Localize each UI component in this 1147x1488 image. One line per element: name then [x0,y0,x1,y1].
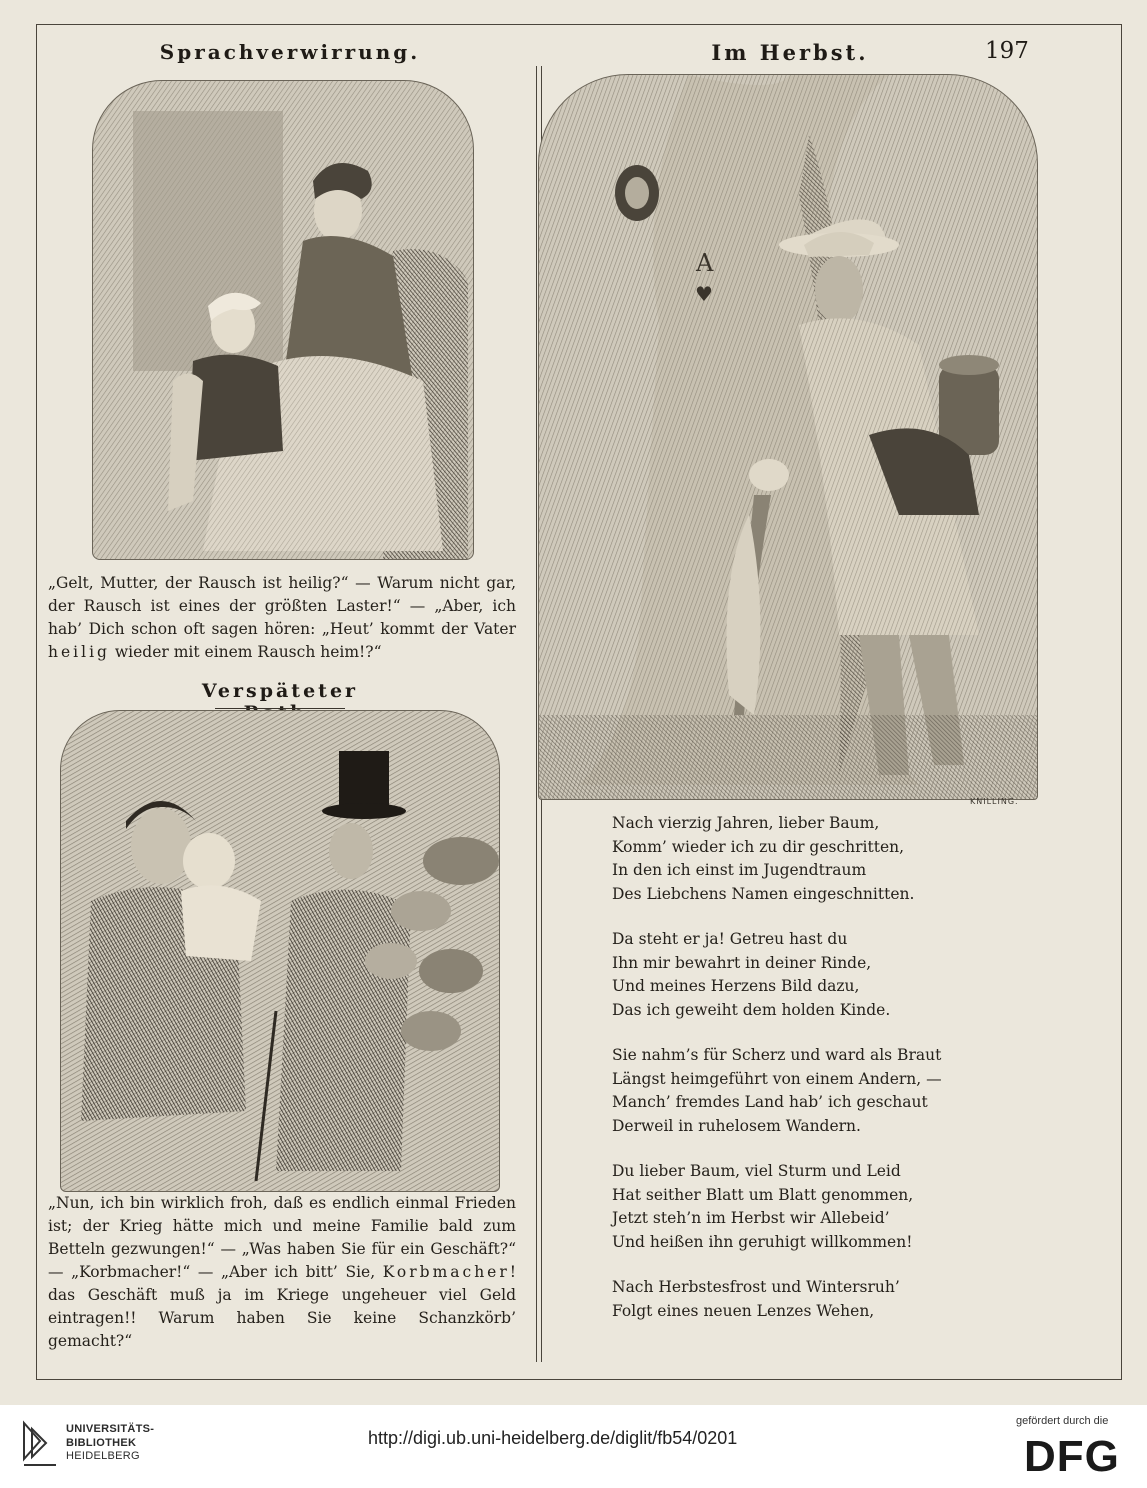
poem-im-herbst [612,812,972,1345]
poem-line: Nach Herbstesfrost und Wintersruh’ [612,1278,900,1296]
carved-letter: A [696,249,714,277]
emphasized-word: Korbmacher [382,1263,510,1281]
caption-basket-maker: „Nun, ich bin wirklich froh, daß es endlich einmal Frieden ist; der Krieg hätte mich und meine Familie bald zum Betteln gezwungen!“ — „Was haben Sie für ein Geschäft?“ — „Korbmacher!“ — „Aber ich bitt’ Sie, Korbmacher! das Geschäft muß ja im Kriege ungeheuer viel Geld eintragen!! Warum haben Sie keine Schanzkörb’ gemacht?“ [48,1194,516,1350]
old-man-tree-engraving [538,74,1038,800]
poem-line: Das ich geweiht dem holden Kinde. [612,1000,891,1019]
mother-daughter-engraving [92,80,474,560]
basket-maker-engraving [60,710,500,1192]
poem-line: Du lieber Baum, viel Sturm und Leid [612,1162,901,1180]
library-name: UNIVERSITÄTS- BIBLIOTHEK HEIDELBERG [66,1423,155,1462]
poem-line: Des Liebchens Namen eingeschnitten. [612,884,915,903]
poem-stanza [612,812,972,906]
poem-stanza [612,928,972,1022]
poem-line: Längst heimgeführt von einem Andern, — [612,1069,942,1088]
poem-line: Und heißen ihn geruhigt willkommen! [612,1232,913,1251]
poem-line: Ihn mir bewahrt in deiner Rinde, [612,953,872,972]
poem-line: Sie nahm’s für Scherz und ward als Braut [612,1046,942,1064]
left-column-title: Sprachverwirrung. [159,40,421,64]
poem-line: Und meines Herzens Bild dazu, [612,977,860,995]
poem-line: Da steht er ja! Getreu hast du [612,930,848,948]
poem-stanza [612,1044,972,1138]
dfg-logo: DFG [1024,1432,1120,1481]
poem-stanza [612,1276,972,1323]
viewer-footer [0,1405,1147,1488]
carved-heart-icon: ♥ [695,282,713,306]
source-url-link[interactable]: http://digi.ub.uni-heidelberg.de/diglit/fb54/0201 [368,1428,738,1448]
engraver-signature: KNILLING. [970,797,1019,806]
section-title-verspaeteter-rath: Verspäteter [201,680,359,702]
emphasized-word: heilig [48,643,110,661]
library-logo-icon [20,1419,60,1469]
poem-line: Hat seither Blatt um Blatt genommen, [612,1185,914,1204]
page-number: 197 [985,38,1029,64]
poem-line: Folgt eines neuen Lenzes Wehen, [612,1301,875,1320]
poem-line: Nach vierzig Jahren, lieber Baum, [612,814,880,832]
caption-mother-daughter: „Gelt, Mutter, der Rausch ist heilig?“ — Warum nicht gar, der Rausch ist eines der größten Laster!“ — „Aber, ich hab’ Dich schon oft sagen hören: „Heut’ kommt der Vater heilig wieder mit einem Rausch heim!?“ [48,574,516,661]
poem-stanza [612,1160,972,1254]
funder-label: gefördert durch die [1016,1415,1109,1427]
poem-line: In den ich einst im Jugendtraum [612,861,867,879]
poem-line: Komm’ wieder ich zu dir geschritten, [612,837,905,856]
poem-line: Manch’ fremdes Land hab’ ich geschaut [612,1093,928,1111]
column-divider [536,66,537,1362]
right-column-title: Im Herbst. [711,40,869,65]
title-rule [215,708,345,709]
poem-line: Derweil in ruhelosem Wandern. [612,1116,861,1135]
poem-line: Jetzt steh’n im Herbst wir Allebeid’ [612,1209,890,1227]
